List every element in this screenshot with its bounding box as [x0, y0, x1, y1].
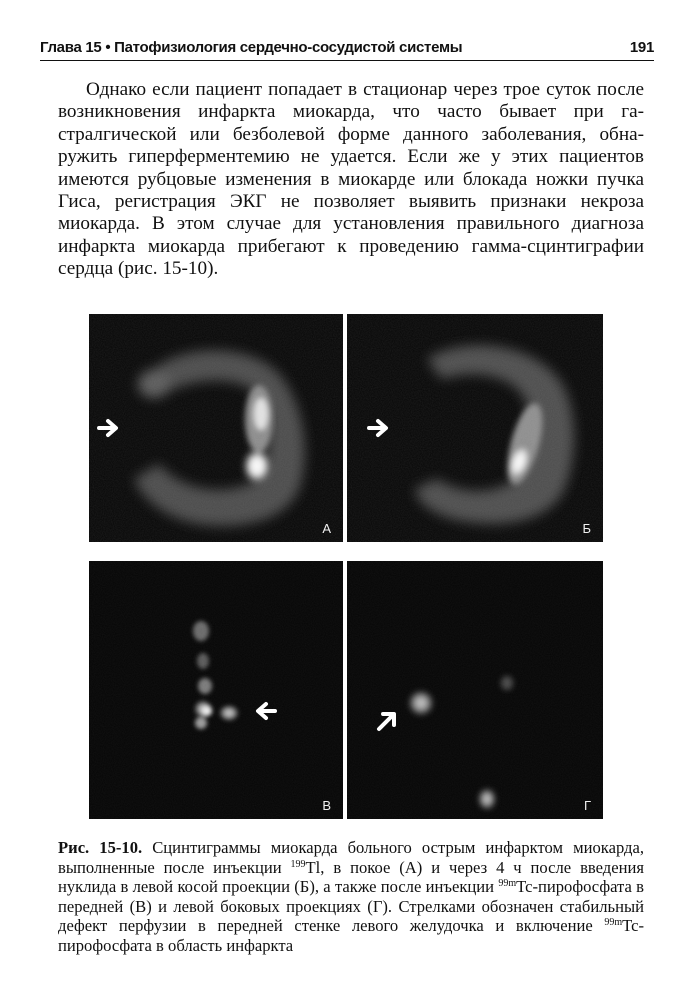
scintigram-panel-g	[347, 561, 603, 819]
arrow-right-icon	[97, 418, 125, 438]
panel-label-a: А	[322, 521, 331, 536]
arrow-up-right-icon	[375, 709, 399, 733]
scintigram-panel-v	[89, 561, 343, 819]
scintigram-image-g	[347, 561, 603, 819]
scintigram-image-a	[89, 314, 343, 542]
body-paragraph: Однако если пациент попадает в стационар через трое суток после возникновения инфаркта миокарда, что часто бывает при гастралгической или безболевой форме данного заболевания, обнаружить гиперферментемию не удается. Если же у этих пациентов имеются рубцовые изменения в миокарде или блокада ножки пучка Гиса, регистрация ЭКГ не позволяет выявить признаки некроза миокарда. В этом случае для установления правильного диагноза инфаркта миокарда прибегают к проведению гамма-сцинтиграфии сердца (рис. 15-10).	[58, 79, 644, 280]
caption-text-1: Сцинтиграммы миокарда больного острым инфарктом миокарда, выполненные после инъекции	[58, 838, 644, 877]
isotope-2-mass: 99m	[498, 878, 517, 890]
scintigram-panel-b	[347, 314, 603, 542]
chapter-title: Глава 15 • Патофизиология сердечно-сосудистой системы	[40, 39, 463, 56]
isotope-2-symbol: Tc	[516, 877, 533, 897]
isotope-1-symbol: Tl	[305, 857, 321, 877]
running-header	[40, 36, 654, 61]
caption-text-2: , в покое (А) и через 4 ч после введения нуклида в левой косой проекции (Б), а также после инъекции	[58, 857, 644, 897]
arrow-right-icon	[367, 418, 395, 438]
figure-caption	[58, 838, 644, 956]
panel-label-b: Б	[582, 521, 591, 536]
caption-text-3: -пирофосфата в передней (В) и левой боковых проекциях (Г). Стрелками обозначен стабильный дефект перфузии в передней стенке левого желудочка и включение	[58, 877, 644, 936]
panel-label-v: В	[322, 798, 331, 813]
scintigram-image-v	[89, 561, 343, 819]
scintigram-panel-a	[89, 314, 343, 542]
isotope-1-mass: 199	[290, 858, 306, 870]
isotope-3-mass: 99m	[604, 917, 623, 929]
arrow-left-icon	[249, 701, 277, 721]
page-number: 191	[629, 39, 654, 56]
figure-number: Рис. 15-10.	[58, 838, 143, 857]
caption-text-4: -пирофосфата в область инфаркта	[58, 916, 644, 955]
isotope-3-symbol: Tc	[622, 916, 639, 936]
panel-label-g: Г	[583, 798, 591, 813]
